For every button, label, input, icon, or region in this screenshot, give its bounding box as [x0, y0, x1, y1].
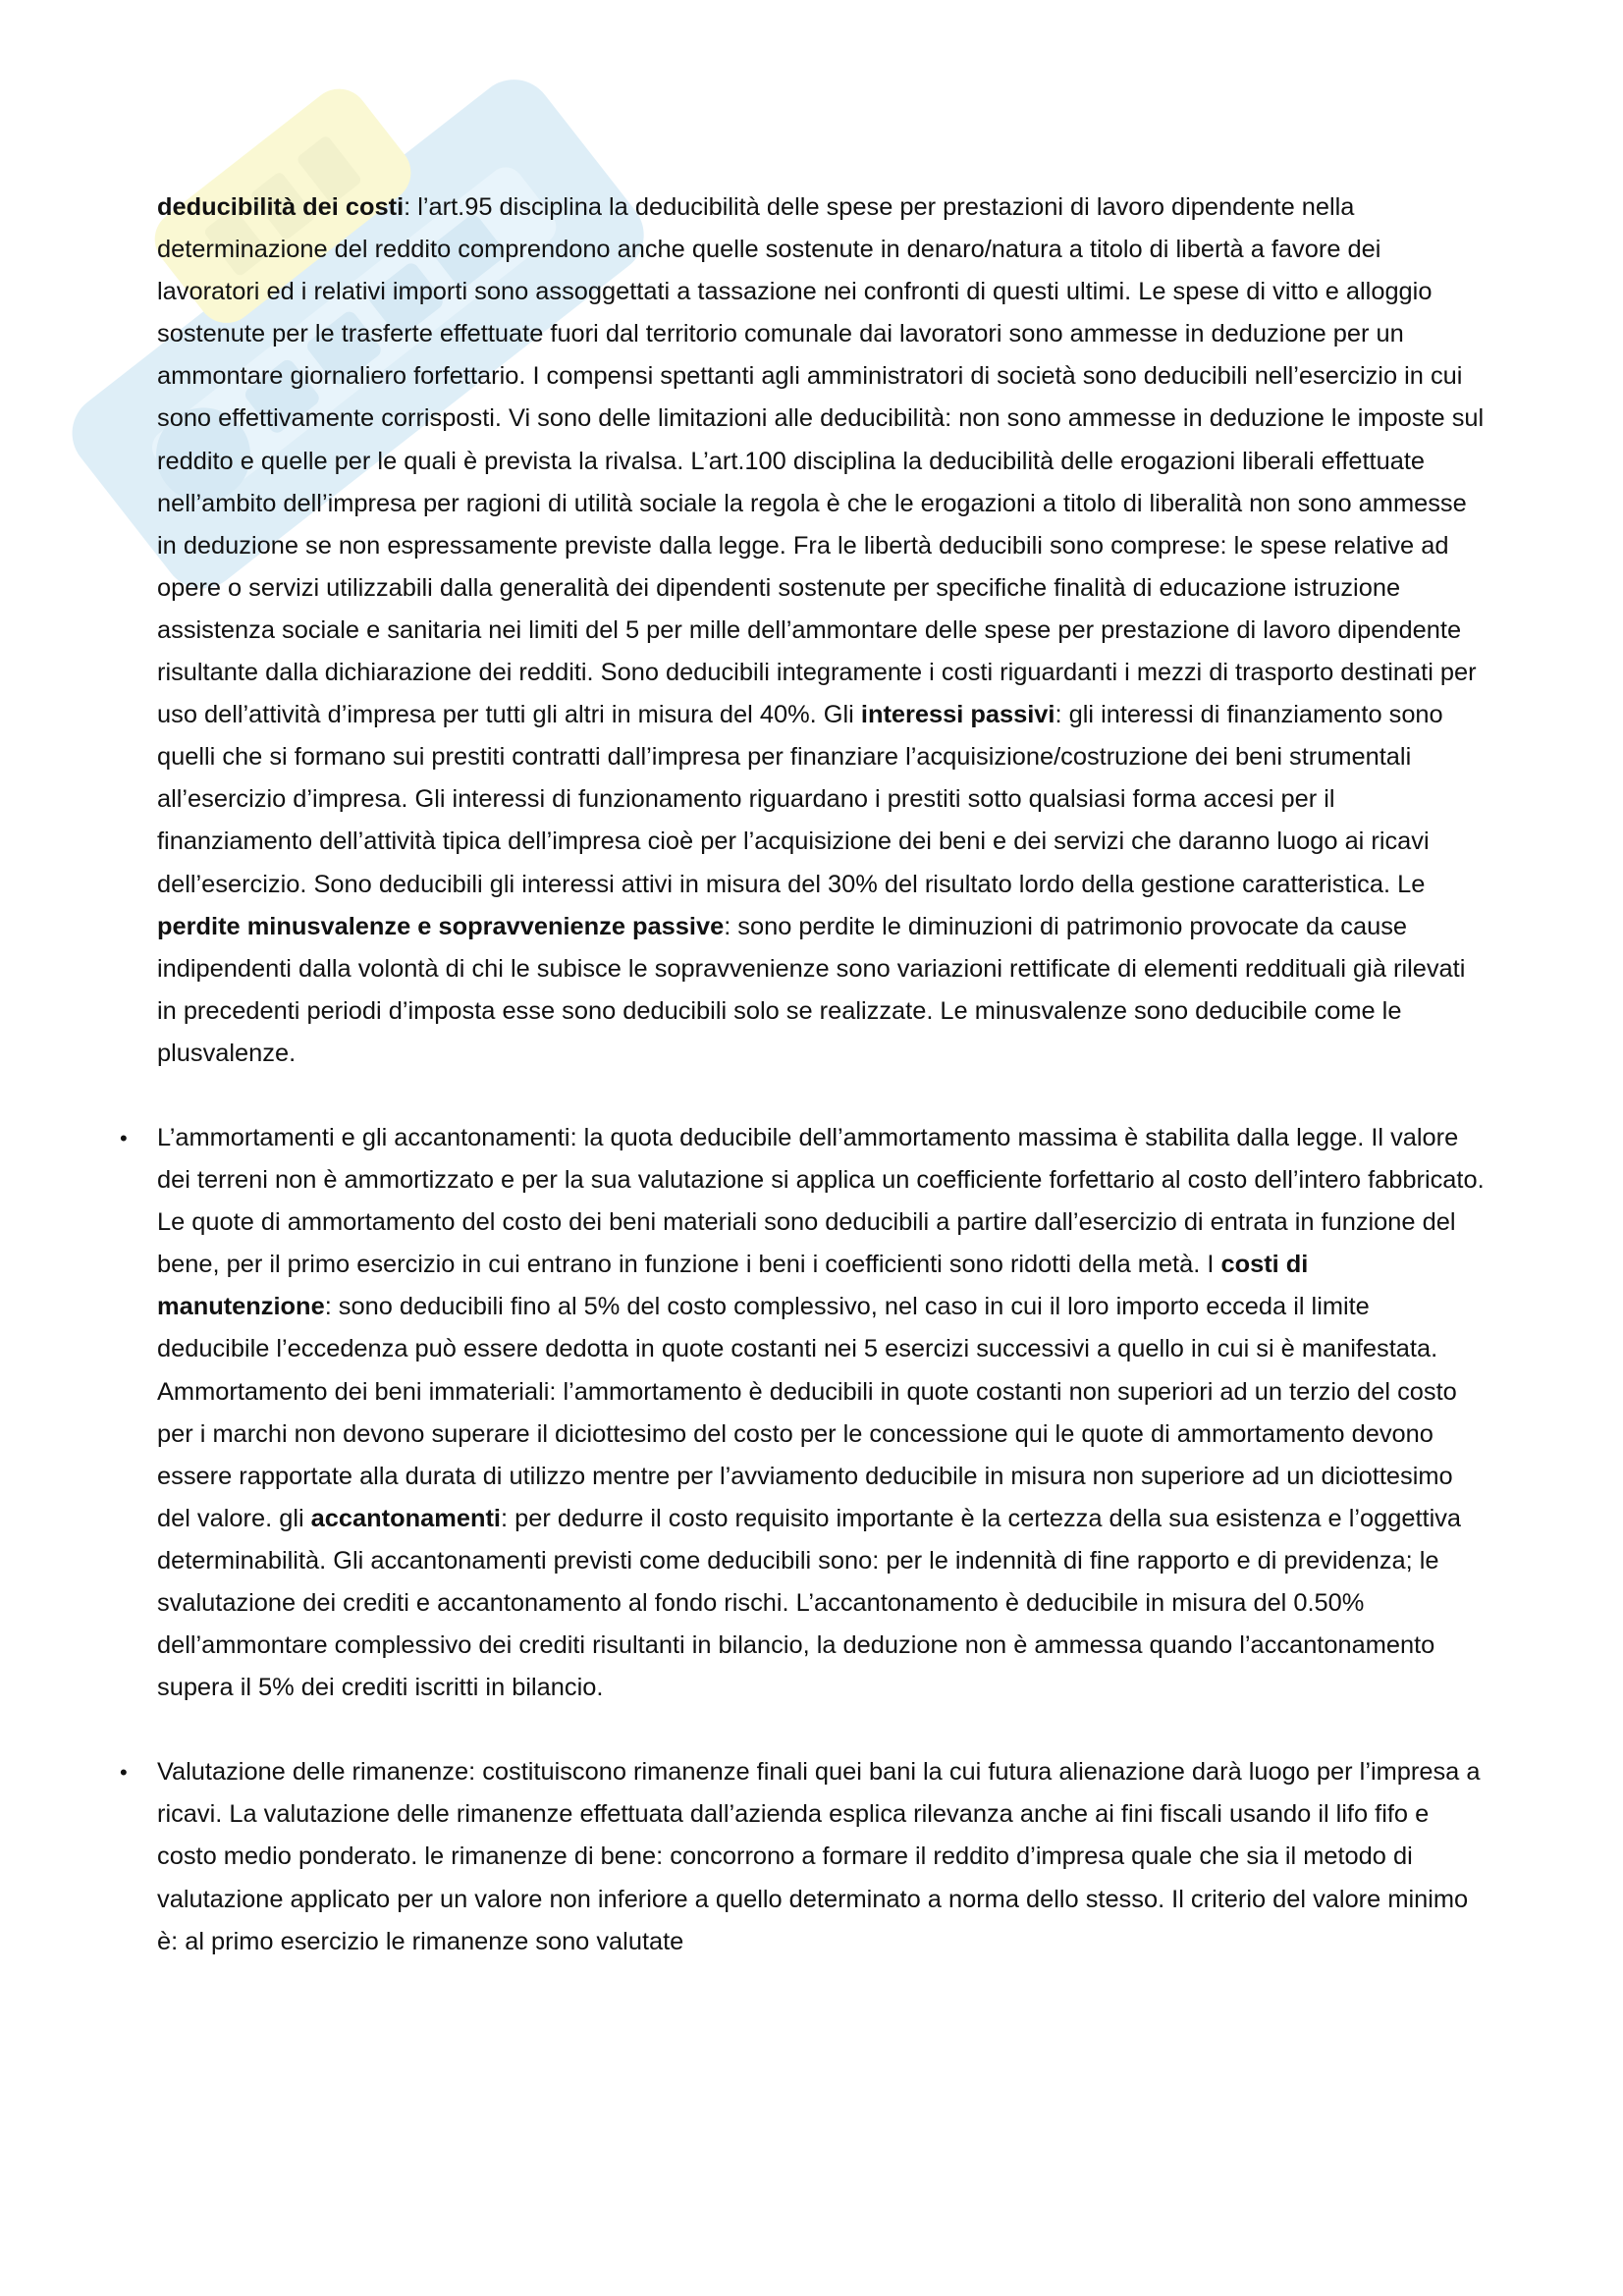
bullet-paragraph: [120, 1751, 1488, 1962]
document-page: [120, 187, 1488, 1963]
bold-term: accantonamenti: [310, 1504, 501, 1532]
text-run: L’ammortamenti e gli accantonamenti: la quota deducibile dell’ammortamento massima è stabilita dalla legge. Il valore dei terreni non è ammortizzato e per la sua valutazione si applica un coefficiente forfettario al costo dell’intero fabbricato. Le quote di ammortamento del costo dei beni materiali sono deducibili a partire dall’esercizio di entrata in funzione del bene, per il primo esercizio in cui entrano in funzione i beni i coefficienti sono ridotti della metà. I: [157, 1123, 1485, 1279]
bullet-icon: •: [120, 1760, 128, 1786]
text-run: : per dedurre il costo requisito importante è la certezza della sua esistenza e l’oggettiva determinabilità. Gli accantonamenti previsti come deducibili sono: per le indennità di fine rapporto e di previdenza; le svalutazione dei crediti e accantonamento al fondo rischi. L’accantonamento è deducibile in misura del 0.50% dell’ammontare complessivo dei crediti risultanti in bilancio, la deduzione non è ammessa quando l’accantonamento supera il 5% dei crediti iscritti in bilancio.: [157, 1504, 1462, 1702]
bullet-paragraph: [120, 1117, 1488, 1709]
text-run: : gli interessi di finanziamento sono quelli che si formano sui prestiti contratti dall’impresa per finanziare l’acquisizione/costruzione dei beni strumentali all’esercizio d’impresa. Gli interessi di funzionamento riguardano i prestiti sotto qualsiasi forma accesi per il finanziamento dell’attività tipica dell’impresa cioè per l’acquisizione dei beni e dei servizi che daranno luogo ai ricavi dell’esercizio. Sono deducibili gli interessi attivi in misura del 30% del risultato lordo della gestione caratteristica. Le: [157, 701, 1443, 898]
body-paragraph: [157, 187, 1488, 1075]
bold-term: costi di manutenzione: [157, 1251, 1309, 1321]
bold-term: perdite minusvalenze e sopravvenienze passive: [157, 912, 725, 940]
text-run: : sono perdite le diminuzioni di patrimonio provocate da cause indipendenti dalla volontà di chi le subisce le sopravvenienze sono variazioni rettificate di elementi reddituali già rilevati in precedenti periodi d’imposta esse sono deducibili solo se realizzate. Le minusvalenze sono deducibile come le plusvalenze.: [157, 912, 1466, 1067]
bold-term: deducibilità dei costi: [157, 193, 405, 221]
bullet-icon: •: [120, 1125, 128, 1150]
text-run: Valutazione delle rimanenze: costituiscono rimanenze finali quei bani la cui futura alienazione darà luogo per l’impresa a ricavi. La valutazione delle rimanenze effettuata dall’azienda esplica rilevanza anche ai fini fiscali usando il lifo fifo e costo medio ponderato. le rimanenze di bene: concorrono a formare il reddito d’impresa quale che sia il metodo di valutazione applicato per un valore non inferiore a quello determinato a norma dello stesso. Il criterio del valore minimo è: al primo esercizio le rimanenze sono valutate: [157, 1758, 1481, 1955]
bold-term: interessi passivi: [860, 701, 1055, 729]
text-run: : l’art.95 disciplina la deducibilità delle spese per prestazioni di lavoro dipendente nella determinazione del reddito comprendono anche quelle sostenute in denaro/natura a titolo di libertà a favore dei lavoratori ed i relativi importi sono assoggettati a tassazione nei confronti di questi ultimi. Le spese di vitto e alloggio sostenute per le trasferte effettuate fuori dal territorio comunale dai lavoratori sono ammesse in deduzione per un ammontare giornaliero forfettario. I compensi spettanti agli amministratori di società sono deducibili nell’esercizio in cui sono effettivamente corrisposti. Vi sono delle limitazioni alle deducibilità: non sono ammesse in deduzione le imposte sul reddito e quelle per le quali è prevista la rivalsa. L’art.100 disciplina la deducibilità delle erogazioni liberali effettuate nell’ambito dell’impresa per ragioni di utilità sociale la regola è che le erogazioni a titolo di liberalità non sono ammesse in deduzione se non espressamente previste dalla legge. Fra le libertà deducibili sono comprese: le spese relative ad opere o servizi utilizzabili dalla generalità dei dipendenti sostenute per specifiche finalità di educazione istruzione assistenza sociale e sanitaria nei limiti del 5 per mille dell’ammontare delle spese per prestazione di lavoro dipendente risultante dalla dichiarazione dei redditi. Sono deducibili integramente i costi riguardanti i mezzi di trasporto destinati per uso dell’attività d’impresa per tutti gli altri in misura del 40%. Gli: [157, 193, 1485, 729]
text-run: : sono deducibili fino al 5% del costo complessivo, nel caso in cui il loro importo ecceda il limite deducibile l’eccedenza può essere dedotta in quote costanti nei 5 esercizi successivi a quello in cui si è manifestata. Ammortamento dei beni immateriali: l’ammortamento è deducibili in quote costanti non superiori ad un terzio del costo per i marchi non devono superare il diciottesimo del costo per le concessione qui le quote di ammortamento devono essere rapportate alla durata di utilizzo mentre per l’avviamento deducibile in misura non superiore ad un diciottesimo del valore. gli: [157, 1293, 1457, 1532]
